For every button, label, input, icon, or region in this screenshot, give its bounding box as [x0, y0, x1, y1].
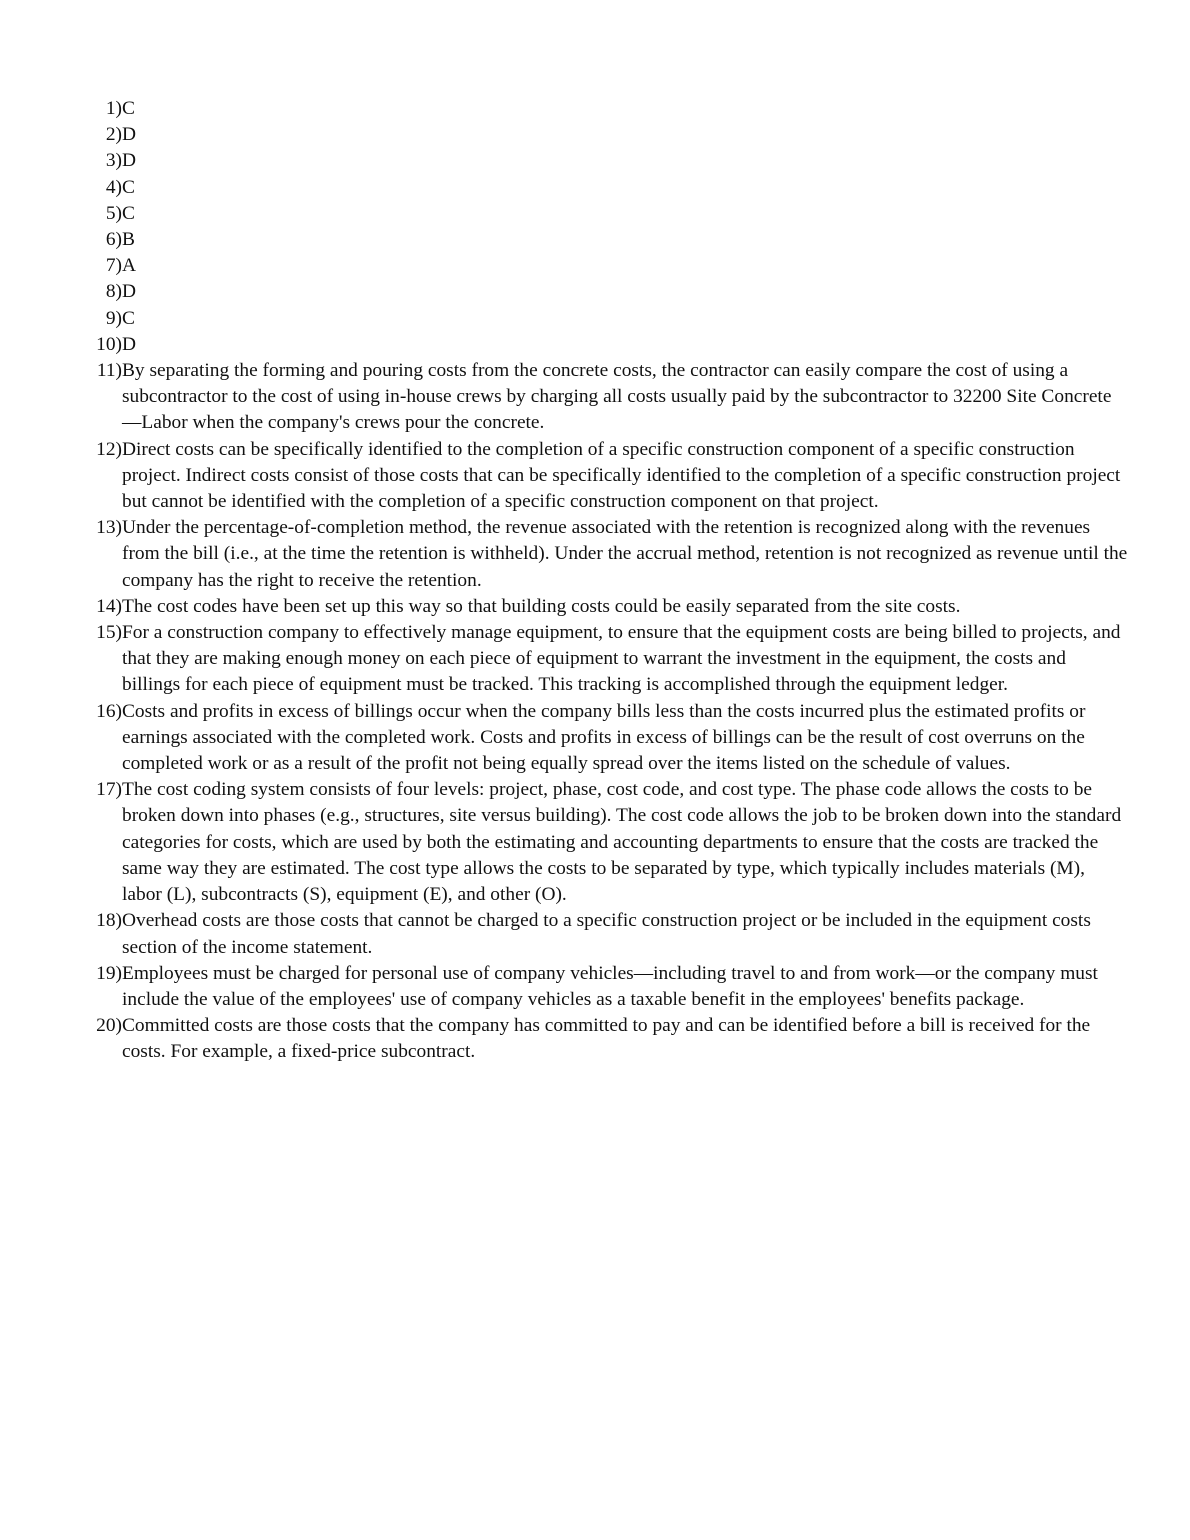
answer-text: For a construction company to effectively manage equipment, to ensure that the equipment costs are being billed to projects, and that they are making enough money on each piece of equipment to warrant the investment in the equipment, the costs and billings for each piece of equipment must be tracked. This tracking is accomplished through the equipment ledger. — [122, 622, 1121, 696]
answer-item-14 — [88, 594, 1128, 620]
answer-number: 15) — [96, 622, 122, 644]
answer-number: 3) — [105, 150, 122, 172]
answer-text: Costs and profits in excess of billings occur when the company bills less than the costs incurred plus the estimated profits or earnings associated with the completed work. Costs and profits in excess of billings can be the result of cost overruns on the completed work or as a result of the profit not being equally spread over the items listed on the schedule of values. — [122, 700, 1086, 775]
answer-number: 2) — [105, 124, 122, 146]
answer-item-12 — [88, 437, 1128, 516]
answer-number: 12) — [96, 438, 122, 460]
answer-item-5 — [88, 201, 1128, 227]
answer-text: Committed costs are those costs that the company has committed to pay and can be identified before a bill is received for the costs. For example, a fixed-price subcontract. — [122, 1015, 1091, 1063]
answer-number: 16) — [96, 700, 122, 722]
answer-item-4 — [88, 175, 1128, 201]
answer-item-1 — [88, 96, 1128, 122]
answer-text: Overhead costs are those costs that cannot be charged to a specific construction project or be included in the equipment costs section of the income statement. — [122, 910, 1091, 958]
answer-text: A — [122, 255, 137, 277]
answer-item-18 — [88, 908, 1128, 960]
answer-text: B — [122, 229, 135, 251]
answer-text: D — [122, 281, 137, 303]
answer-key-list — [88, 96, 1128, 1066]
answer-text: D — [122, 333, 137, 355]
answer-item-8 — [88, 279, 1128, 305]
answer-number: 1) — [105, 98, 122, 119]
answer-text: C — [122, 98, 135, 119]
answer-item-9 — [88, 306, 1128, 332]
answer-number: 8) — [105, 281, 122, 303]
answer-item-11 — [88, 358, 1128, 437]
answer-text: The cost coding system consists of four levels: project, phase, cost code, and cost type. The phase code allows the costs to be broken down into phases (e.g., structures, site versus building). The cost code allows the job to be broken down into the standard categories for costs, which are used by both the estimating and accounting departments to ensure that the costs are tracked the same way they are estimated. The cost type allows the costs to be separated by type, which typically includes materials (M), labor (L), subcontracts (S), equipment (E), and other (O). — [122, 779, 1122, 906]
answer-item-16 — [88, 699, 1128, 778]
answer-item-3 — [88, 148, 1128, 174]
answer-number: 4) — [105, 176, 122, 198]
answer-text: D — [122, 150, 137, 172]
answer-number: 20) — [96, 1015, 122, 1037]
answer-number: 18) — [96, 910, 122, 932]
answer-item-20 — [88, 1013, 1128, 1065]
answer-item-6 — [88, 227, 1128, 253]
answer-text: The cost codes have been set up this way so that building costs could be easily separated from the site costs. — [122, 595, 961, 617]
answer-item-2 — [88, 122, 1128, 148]
answer-text: D — [122, 124, 137, 146]
answer-item-17 — [88, 777, 1128, 908]
answer-text: Employees must be charged for personal use of company vehicles—including travel to and from work—or the company must include the value of the employees' use of company vehicles as a taxable benefit in the employees' benefits package. — [122, 962, 1098, 1010]
answer-number: 9) — [105, 307, 122, 329]
answer-number: 10) — [96, 333, 122, 355]
answer-number: 13) — [96, 517, 122, 539]
answer-number: 14) — [96, 595, 122, 617]
answer-item-7 — [88, 253, 1128, 279]
answer-number: 5) — [105, 202, 122, 224]
answer-number: 11) — [96, 360, 122, 382]
answer-item-10 — [88, 332, 1128, 358]
answer-item-13 — [88, 515, 1128, 594]
answer-text: Direct costs can be specifically identified to the completion of a specific construction component of a specific construction project. Indirect costs consist of those costs that can be specifically identified to the completion of a specific construction project but cannot be identified with the completion of a specific construction component on that project. — [122, 438, 1121, 513]
answer-text: Under the percentage-of-completion method, the revenue associated with the retention is recognized along with the revenues from the bill (i.e., at the time the retention is withheld). Under the accrual method, retention is not recognized as revenue until the company has the right to receive the retention. — [122, 517, 1128, 591]
answer-text: C — [122, 307, 135, 329]
answer-text: C — [122, 176, 135, 198]
answer-number: 7) — [105, 255, 122, 277]
answer-number: 6) — [105, 229, 122, 251]
answer-item-19 — [88, 961, 1128, 1013]
answer-text: C — [122, 202, 135, 224]
answer-text: By separating the forming and pouring costs from the concrete costs, the contractor can easily compare the cost of using a subcontractor to the cost of using in-house crews by charging all costs usually paid by the subcontractor to 32200 Site Concrete—Labor when the company's crews pour the concrete. — [122, 360, 1112, 434]
answer-number: 17) — [96, 779, 122, 801]
answer-item-15 — [88, 620, 1128, 699]
answer-number: 19) — [96, 962, 122, 984]
